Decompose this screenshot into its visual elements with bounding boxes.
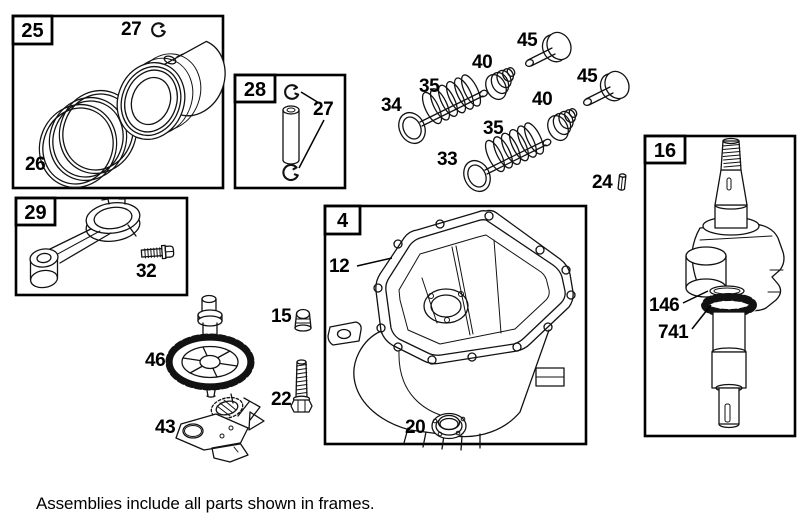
oil-seal-art [432, 414, 466, 439]
callout-45-tappet-a: 45 [517, 30, 538, 51]
frame-25-number: 25 [21, 20, 44, 42]
callout-35-spring-b: 35 [483, 118, 504, 139]
callout-24-key: 24 [592, 172, 613, 193]
sump-bolt-art [291, 360, 312, 412]
pin-retainer-bottom-art [283, 165, 297, 180]
callout-43-governor: 43 [155, 417, 176, 438]
callout-45-tappet-b: 45 [577, 66, 598, 87]
callout-12-gasket: 12 [329, 256, 350, 277]
spring-retainer-art-b [544, 107, 578, 143]
piston-art [107, 41, 225, 149]
callout-146-washer: 146 [649, 295, 680, 316]
callout-35-spring-a: 35 [419, 76, 440, 97]
crankshaft-art [686, 139, 784, 428]
key-pin-art [618, 174, 626, 191]
callout-20-oil-seal: 20 [405, 417, 426, 438]
callout-22-bolt: 22 [271, 389, 292, 410]
frame-29-number: 29 [24, 202, 47, 224]
callout-33-exhaust-valve: 33 [437, 149, 458, 170]
frame-4-number: 4 [336, 210, 349, 232]
callout-40-retainer-b: 40 [532, 89, 553, 110]
breather-plug-art [295, 310, 311, 332]
diagram-caption: Assemblies include all parts shown in frames. [36, 494, 375, 513]
callout-40-retainer-a: 40 [472, 52, 493, 73]
leader-27-bottom [299, 120, 324, 168]
piston-pin-art [283, 106, 299, 164]
frame-16-number: 16 [653, 140, 677, 162]
callout-27-pin-clips: 27 [313, 99, 334, 120]
frame-28-number: 28 [243, 79, 267, 101]
piston-pin-clip-icon [152, 23, 165, 36]
callout-46-camshaft: 46 [145, 350, 166, 371]
callout-15-plug: 15 [271, 306, 292, 327]
callout-34-intake-valve: 34 [381, 95, 402, 116]
rod-screw-art [141, 245, 174, 260]
callout-26-rings: 26 [25, 154, 46, 175]
callout-27-piston: 27 [121, 19, 142, 40]
pin-retainer-top-art [285, 85, 298, 99]
callout-32-rod-screw: 32 [136, 261, 157, 282]
callout-741-gear: 741 [658, 322, 689, 343]
camshaft-gear-art [169, 296, 251, 398]
governor-assembly-art [176, 394, 264, 462]
